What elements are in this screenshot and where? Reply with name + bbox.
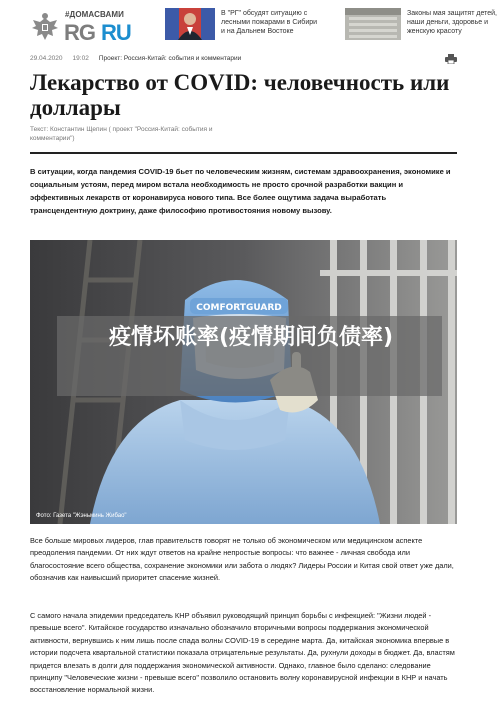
article-project-link[interactable]: Проект: Россия-Китай: события и комментарии	[98, 55, 242, 62]
promo-link-fires[interactable]	[165, 8, 335, 44]
promo-thumbnail	[345, 8, 401, 40]
logo-rg: RG	[64, 20, 95, 45]
logo-tagline: #ДОМАСВАМИ	[65, 10, 124, 19]
promo-text: Законы мая защитят детей, наши деньги, здоровье и женскую красоту	[407, 10, 497, 35]
article-byline: Текст: Константин Щепин ( проект "Россия-Китай: события и комментарии")	[30, 126, 213, 142]
article-title: Лекарство от COVID: человечность или доллары	[30, 70, 450, 120]
logo-ru: RU	[101, 20, 131, 45]
print-icon[interactable]	[445, 54, 457, 64]
site-header	[0, 0, 500, 50]
overlay-banner	[57, 316, 442, 396]
promo-text: В "РГ" обсудят ситуацию с лесными пожарами в Сибири и на Дальнем Востоке	[221, 10, 318, 35]
overlay-headline: 疫情坏账率(疫情期间负债率)	[108, 325, 394, 350]
promo-thumbnail	[165, 8, 215, 40]
coat-of-arms-icon	[28, 10, 62, 44]
photo-caption: Фото: Газета "Жэньминь Жибао"	[36, 513, 127, 519]
rgru-logo[interactable]	[28, 8, 138, 44]
article-paragraph: С самого начала эпидемии председатель КНР объявил руководящий принцип борьбы с инфекцией: "Жизни людей - превыше всего". Китайское государство изначально обозначило вторичными вопросы поддержания экономической активности, вернувшись к ним лишь после спада волны COVID-19 в середине марта. Да, китайская экономика впервые в истории подсчета квартальной статистики показала отрицательные результаты. Да, рухнули доходы в бюджет. Да, властям придется влезать в долги для поддержания экономической активности. Однако, главное было сделано: следование принципу "Человеческие жизни - превыше всего" позволило остановить волну коронавирусной инфекции в КНР и начать восстановление нормальной жизни.	[30, 611, 455, 695]
promo-link-laws[interactable]	[345, 8, 497, 44]
hood-label: COMFORTGUARD	[196, 303, 282, 313]
article-date: 29.04.2020	[30, 55, 63, 62]
article-lead: В ситуации, когда пандемия COVID-19 бьет по человеческим жизням, системам здравоохранения, экономике и социальным устоям, перед миром встала необходимость не просто срочной разработки вакцин и эффективных лекарств от коронавируса нового типа. Все более ощутима задача выработать трансцендентную доктрину, даже философию противостояния новому вызову.	[30, 167, 451, 215]
article-paragraph: Все больше мировых лидеров, глав правительств говорят не только об экономическом или медицинском аспекте преодоления пандемии. От них ждут ответов на крайне непростые вопросы: что важнее - личная свобода или благосостояние всего общества, сохранение экономики или забота о людях? Лидеры России и Китая свой ответ уже дали, обозначив как наивысший приоритет спасение жизней.	[30, 536, 454, 583]
article-time: 19:02	[72, 55, 89, 62]
divider	[30, 152, 457, 154]
article-meta	[30, 55, 241, 62]
